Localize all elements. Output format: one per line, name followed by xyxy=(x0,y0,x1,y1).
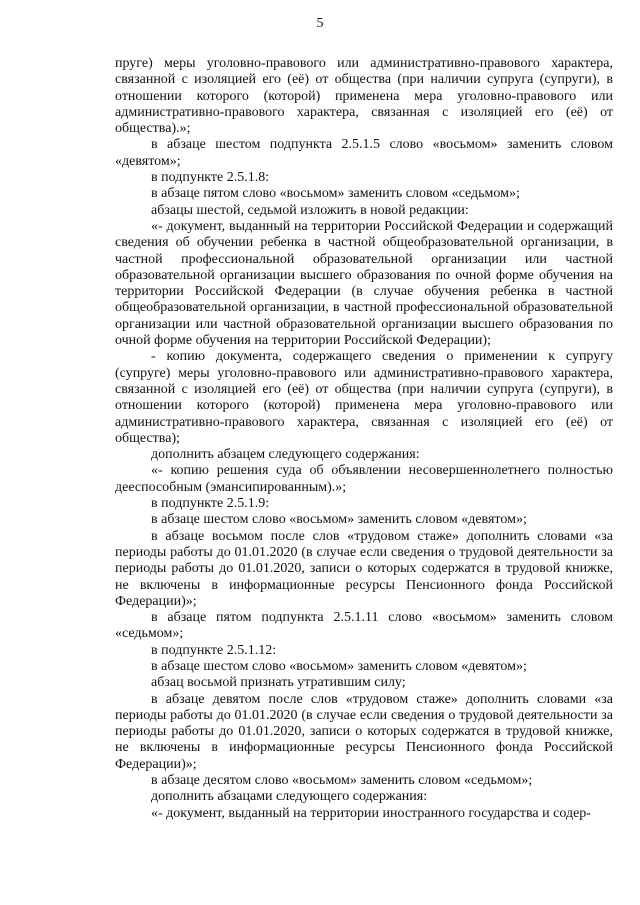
paragraph: дополнить абзацем следующего содержания: xyxy=(151,447,420,463)
paragraph: «- документ, выданный на территории иностранного государства и содер- xyxy=(151,805,591,821)
paragraph: в подпункте 2.5.1.12: xyxy=(151,642,277,658)
paragraph: дополнить абзацами следующего содержания: xyxy=(151,789,428,805)
paragraph: в подпункте 2.5.1.8: xyxy=(151,170,270,186)
document-body xyxy=(115,56,613,822)
paragraph: «- копию решения суда об объявлении несовершеннолетнего полностью дееспособным (эмансипированным).»; xyxy=(115,463,613,495)
paragraph: в абзаце пятом слово «восьмом» заменить словом «седьмом»; xyxy=(151,186,520,202)
paragraph: в абзаце восьмом после слов «трудовом стаже» дополнить словами «за периоды работы до 01.01.2020 (в случае если сведения о трудовой деятельности за периоды работы до 01.01.2020, записи о которых содержатся в трудовой книжке, не включены в информационные ресурсы Пенсионного фонда Российской Федерации)»; xyxy=(115,528,613,609)
paragraph: «- документ, выданный на территории Российской Федерации и содержащий сведения об обучении ребенка в частной общеобразовательной организации, в частной профессиональной образовательной организации или частной образовательной организации высшего образования по очной форме обучения на территории Российской Федерации (в случае обучения ребенка в частной общеобразовательной организации, в частной профессиональной образовательной организации или частной образовательной организации высшего образования по очной форме обучения на территории Российской Федерации); xyxy=(115,218,613,349)
page-number: 5 xyxy=(316,16,324,31)
paragraph: в абзаце десятом слово «восьмом» заменить словом «седьмом»; xyxy=(151,773,533,789)
paragraph-continuation: пруге) меры уголовно-правового или административно-правового характера, связанной с изоляцией его (её) от общества (при наличии супруга (супруги), в отношении которого (которой) применена мера уголовно-правового или административно-правового характера, связанная с изоляцией его (её) от общества).»; xyxy=(115,56,613,137)
paragraph: в подпункте 2.5.1.9: xyxy=(151,496,270,512)
paragraph: в абзаце шестом слово «восьмом» заменить словом «девятом»; xyxy=(151,658,527,674)
paragraph: в абзаце шестом слово «восьмом» заменить словом «девятом»; xyxy=(151,512,527,528)
paragraph: в абзаце девятом после слов «трудовом стаже» дополнить словами «за периоды работы до 01.01.2020 (в случае если сведения о трудовой деятельности за периоды работы до 01.01.2020, записи о которых содержатся в трудовой книжке, не включены в информационные ресурсы Пенсионного фонда Российской Федерации)»; xyxy=(115,691,613,772)
paragraph: абзац восьмой признать утратившим силу; xyxy=(151,675,406,691)
paragraph: в абзаце шестом подпункта 2.5.1.5 слово «восьмом» заменить словом «девятом»; xyxy=(115,137,613,169)
paragraph: абзацы шестой, седьмой изложить в новой редакции: xyxy=(151,202,469,218)
paragraph: - копию документа, содержащего сведения о применении к супругу (супруге) меры уголовно-правового или административно-правового характера, связанной с изоляцией его (её) от общества (при наличии супруга (супруги), в отношении которого (которой) применена мера уголовно-правового или административно-правового характера, связанная с изоляцией его (её) от общества); xyxy=(115,349,613,446)
paragraph: в абзаце пятом подпункта 2.5.1.11 слово «восьмом» заменить словом «седьмом»; xyxy=(115,610,613,642)
